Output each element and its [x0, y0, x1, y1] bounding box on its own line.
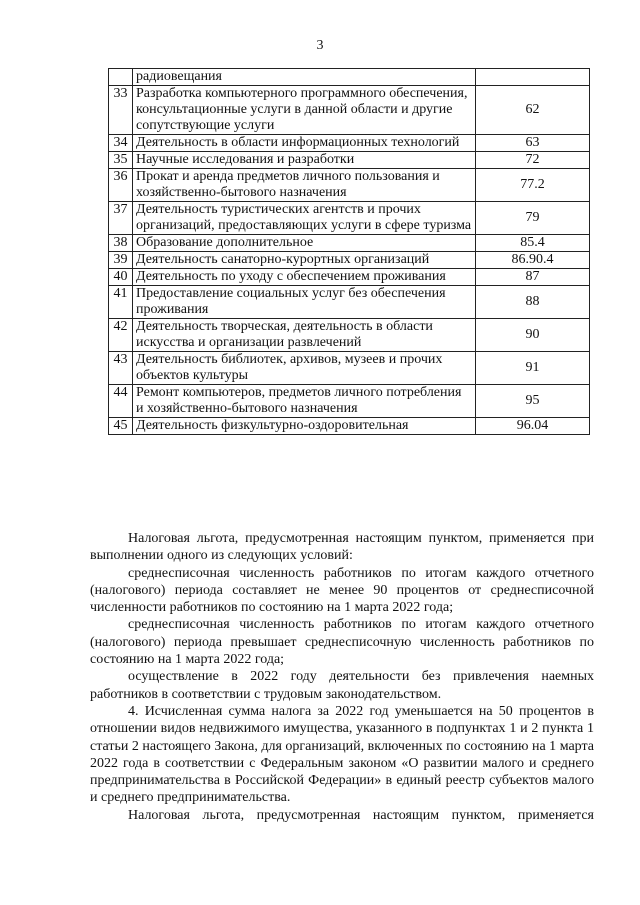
paragraph: Налоговая льгота, предусмотренная настоящим пунктом, применяется: [128, 807, 594, 823]
row-number: 37: [109, 202, 133, 235]
table-row: [109, 385, 590, 418]
paragraph: среднесписочная численность работников по итогам каждого отчетного (налогового) периода превышает среднесписочную численность работников по состоянию на 1 марта 2022 года;: [90, 617, 594, 668]
okved-code: 91: [476, 352, 590, 385]
activity-name: Деятельность библиотек, архивов, музеев и прочих объектов культуры: [133, 352, 476, 385]
paragraph: среднесписочная численность работников по итогам каждого отчетного (налогового) периода составляет не менее 90 процентов от среднесписочной численности работников по состоянию на 1 марта 2022 года;: [90, 565, 594, 616]
okved-code: 85.4: [476, 235, 590, 252]
activity-name: Прокат и аренда предметов личного пользования и хозяйственно-бытового назначения: [133, 169, 476, 202]
table-row: [109, 319, 590, 352]
row-number: 40: [109, 269, 133, 286]
okved-code: 86.90.4: [476, 252, 590, 269]
row-number: 36: [109, 169, 133, 202]
activity-name: Деятельность физкультурно-оздоровительная: [133, 418, 476, 435]
table-row: [109, 418, 590, 435]
okved-code: [476, 69, 590, 86]
okved-code: 88: [476, 286, 590, 319]
row-number: [109, 69, 133, 86]
okved-code: 72: [476, 152, 590, 169]
row-number: 38: [109, 235, 133, 252]
paragraph: осуществление в 2022 году деятельности без привлечения наемных работников в соответствии с трудовым законодательством.: [90, 669, 594, 702]
okved-code: 63: [476, 135, 590, 152]
okved-code: 79: [476, 202, 590, 235]
body-text: [90, 530, 594, 824]
row-number: 45: [109, 418, 133, 435]
row-number: 44: [109, 385, 133, 418]
row-number: 43: [109, 352, 133, 385]
table-row: [109, 152, 590, 169]
table-row: [109, 86, 590, 135]
okved-code: 96.04: [476, 418, 590, 435]
table-row: [109, 169, 590, 202]
activity-name: Ремонт компьютеров, предметов личного потребления и хозяйственно-бытового назначения: [133, 385, 476, 418]
table-row: [109, 269, 590, 286]
activity-name: Предоставление социальных услуг без обеспечения проживания: [133, 286, 476, 319]
row-number: 39: [109, 252, 133, 269]
table-row: [109, 252, 590, 269]
activity-name: радиовещания: [133, 69, 476, 86]
activity-name: Разработка компьютерного программного обеспечения, консультационные услуги в данной области и другие сопутствующие услуги: [133, 86, 476, 135]
activity-name: Деятельность санаторно-курортных организаций: [133, 252, 476, 269]
table-row: [109, 135, 590, 152]
row-number: 35: [109, 152, 133, 169]
row-number: 42: [109, 319, 133, 352]
okved-code: 77.2: [476, 169, 590, 202]
paragraph: 4. Исчисленная сумма налога за 2022 год уменьшается на 50 процентов в отношении видов недвижимого имущества, указанного в подпунктах 1 и 2 пункта 1 статьи 2 настоящего Закона, для организаций, включенных по состоянию на 1 марта 2022 года в соответствии с Федеральным законом «О развитии малого и среднего предпринимательства в Российской Федерации» в единый реестр субъектов малого и среднего предпринимательства.: [90, 703, 594, 806]
activity-name: Научные исследования и разработки: [133, 152, 476, 169]
okved-code: 62: [476, 86, 590, 135]
okved-code: 87: [476, 269, 590, 286]
table-row: [109, 286, 590, 319]
table-row: [109, 202, 590, 235]
row-number: 34: [109, 135, 133, 152]
activity-name: Образование дополнительное: [133, 235, 476, 252]
activity-name: Деятельность в области информационных технологий: [133, 135, 476, 152]
table-row: [109, 352, 590, 385]
okved-code: 90: [476, 319, 590, 352]
paragraph: Налоговая льгота, предусмотренная настоящим пунктом, применяется при выполнении одного из следующих условий:: [90, 531, 594, 564]
page-number: 3: [316, 38, 324, 53]
row-number: 33: [109, 86, 133, 135]
activity-name: Деятельность по уходу с обеспечением проживания: [133, 269, 476, 286]
activity-name: Деятельность творческая, деятельность в области искусства и организации развлечений: [133, 319, 476, 352]
activity-name: Деятельность туристических агентств и прочих организаций, предоставляющих услуги в сфере туризма: [133, 202, 476, 235]
okved-code: 95: [476, 385, 590, 418]
table-row: [109, 69, 590, 86]
table-row: [109, 235, 590, 252]
row-number: 41: [109, 286, 133, 319]
activity-table: [108, 68, 590, 435]
